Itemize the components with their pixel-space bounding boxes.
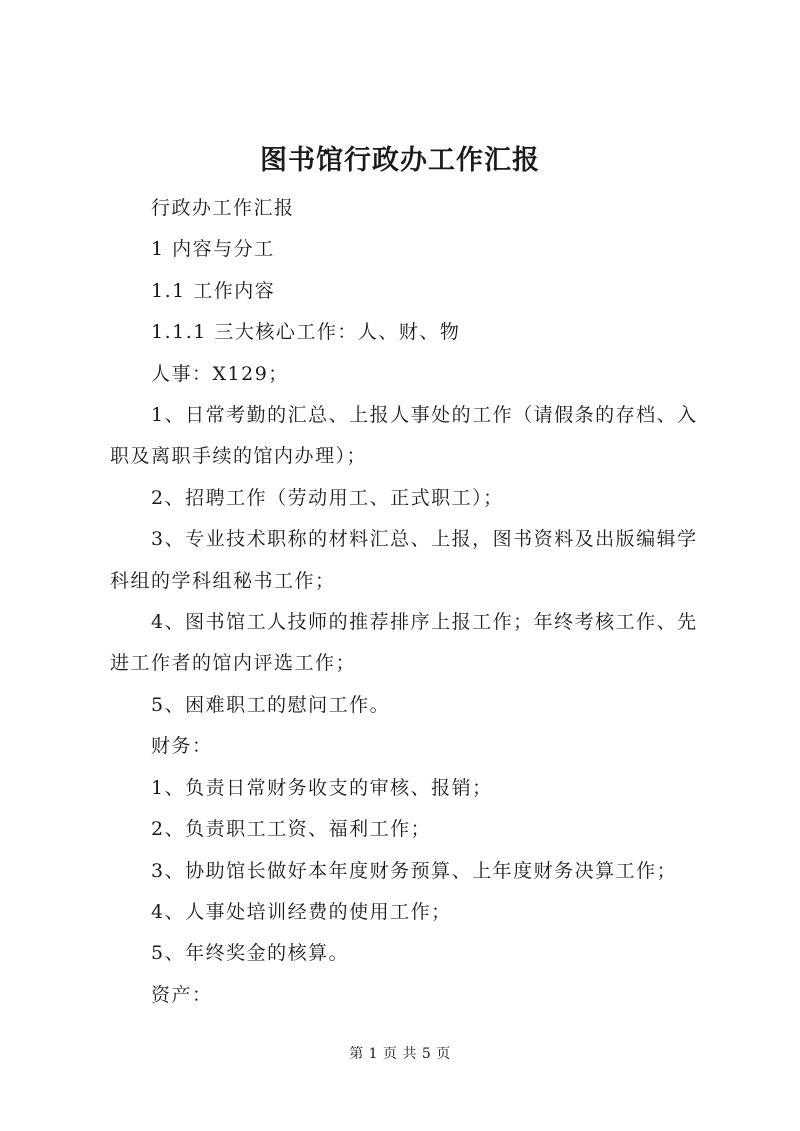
paragraph-heading: 行政办工作汇报 <box>151 197 295 219</box>
list-item: 1、负责日常财务收支的审核、报销； <box>151 776 493 799</box>
subsection-heading: 1.1 工作内容 <box>151 279 276 302</box>
list-item: 3、协助馆长做好本年度财务预算、上年度财务决算工作； <box>151 859 678 882</box>
list-item: 2、负责职工工资、福利工作； <box>151 818 432 841</box>
list-item: 2、招聘工作（劳动用工、正式职工）； <box>151 486 504 509</box>
personnel-heading: 人事：X129； <box>151 362 289 385</box>
page-title: 图书馆行政办工作汇报 <box>260 145 540 176</box>
finance-heading: 财务： <box>151 735 213 758</box>
document-body <box>110 188 702 1016</box>
page-footer: 第 1 页 共 5 页 <box>349 1046 451 1062</box>
assets-heading: 资产： <box>151 983 213 1006</box>
list-item: 5、年终奖金的核算。 <box>151 942 350 965</box>
list-item: 5、困难职工的慰问工作。 <box>151 693 391 716</box>
list-item: 4、图书馆工人技师的推荐排序上报工作；年终考核工作、先进工作者的馆内评选工作； <box>110 611 698 675</box>
section-heading: 1 内容与分工 <box>151 238 275 261</box>
list-item: 1、日常考勤的汇总、上报人事处的工作（请假条的存档、入职及离职手续的馆内办理）； <box>110 404 698 468</box>
list-item: 3、专业技术职称的材料汇总、上报，图书资料及出版编辑学科组的学科组秘书工作； <box>110 528 698 592</box>
subsubsection-heading: 1.1.1 三大核心工作：人、财、物 <box>151 321 461 344</box>
list-item: 4、人事处培训经费的使用工作； <box>151 900 452 923</box>
